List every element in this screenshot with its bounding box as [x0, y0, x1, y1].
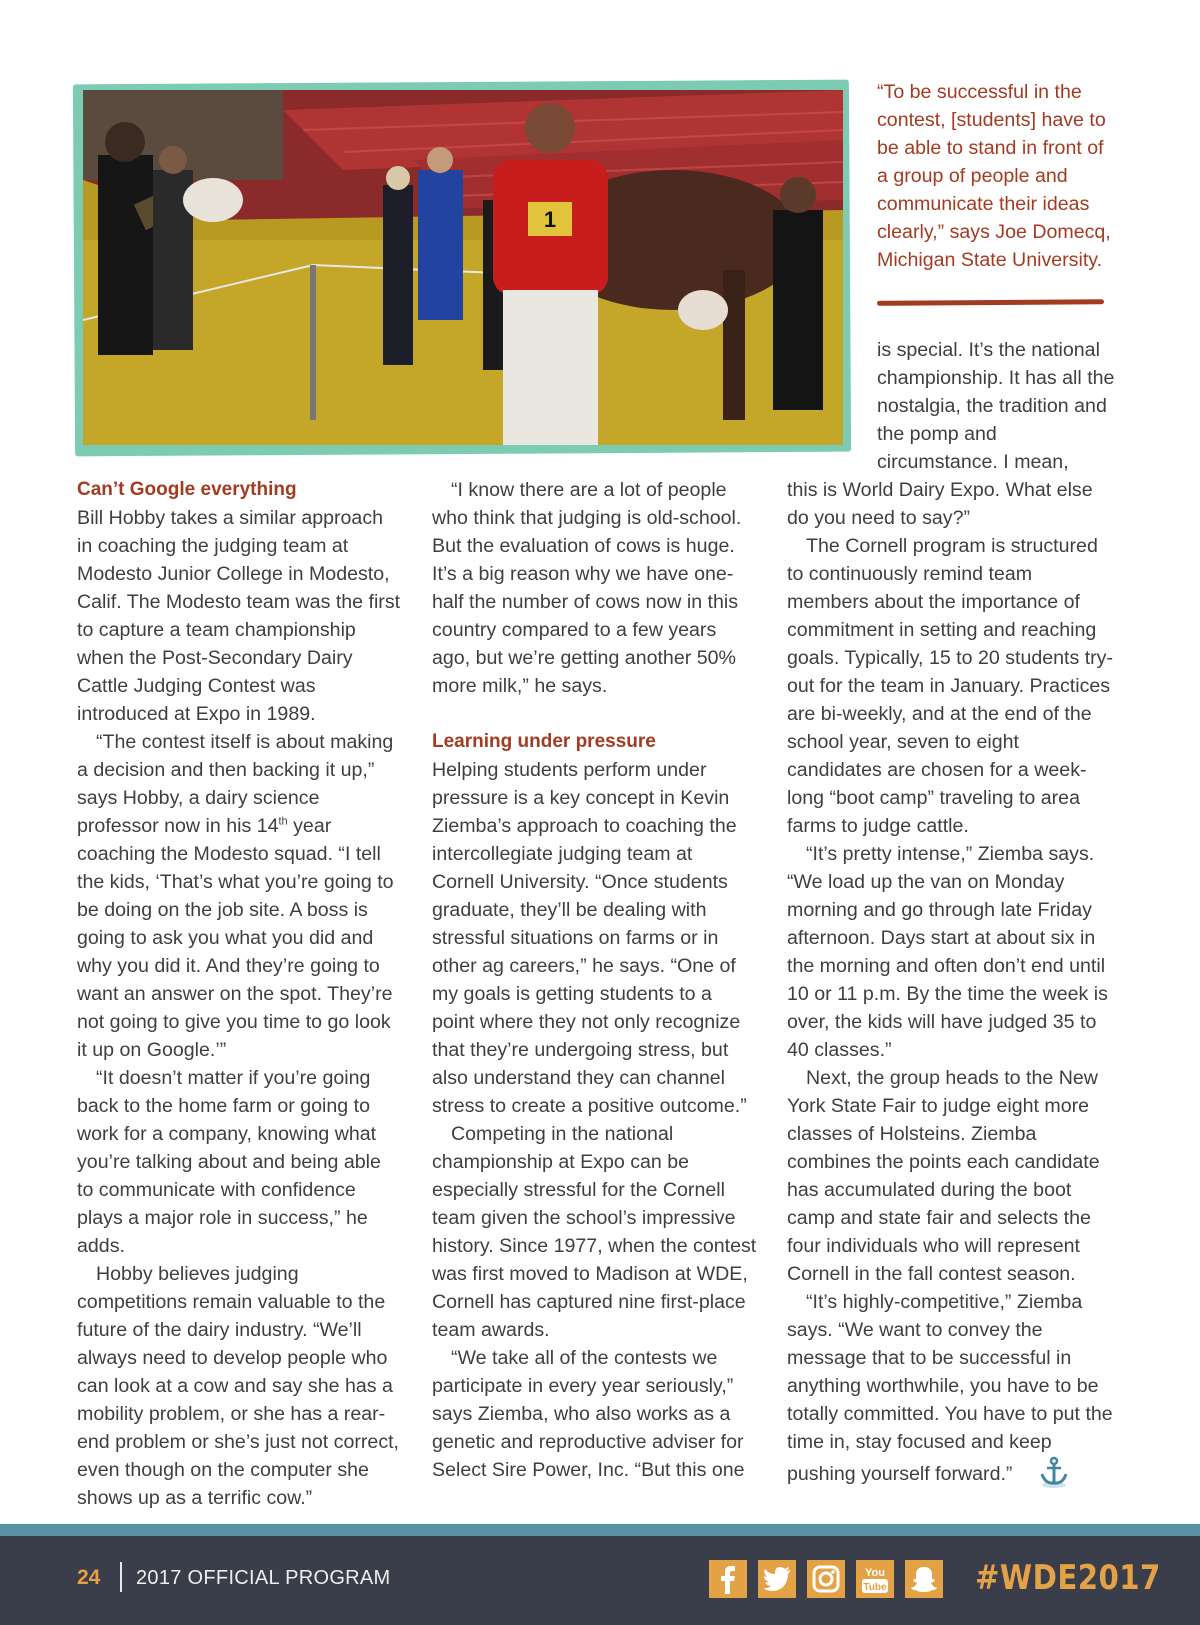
footer-stripe	[0, 1524, 1200, 1536]
column-3-top	[877, 336, 1117, 476]
paragraph: Hobby believes judging competitions remain valuable to the future of the dairy industry. “We’ll always need to develop people who can look at a cow and say she has a mobility problem, or she has a rear-end problem or she’s just not correct, even though on the computer she shows up as a terrific cow.”	[77, 1263, 400, 1509]
section-heading: Can’t Google everything	[77, 479, 297, 500]
paragraph: this is World Dairy Expo. What else do you need to say?”	[787, 479, 1093, 529]
exhibitor-number: 1	[543, 207, 557, 232]
youtube-icon[interactable]	[856, 1560, 894, 1598]
page-number: 24	[77, 1566, 101, 1589]
column-3	[787, 476, 1117, 1496]
hashtag: #WDE2017	[975, 1558, 1161, 1598]
paragraph	[787, 1288, 1117, 1496]
facebook-icon[interactable]	[709, 1560, 747, 1598]
paragraph: “It’s pretty intense,” Ziemba says. “We load up the van on Monday morning and go through late Friday afternoon. Days start at about six in the morning and often don’t end until 10 or 11 p.m. By the time the week is over, the kids will have judged 35 to 40 classes.”	[787, 843, 1108, 1061]
paragraph: Competing in the national championship at Expo can be especially stressful for the Cornell team given the school’s impressive history. Since 1977, when the contest was first moved to Madison at WDE, Cornell has captured nine first-place team awards.	[432, 1123, 757, 1341]
paragraph: Next, the group heads to the New York State Fair to judge eight more classes of Holsteins. Ziemba combines the points each candidate has accumulated during the boot camp and state fair and selects the four individuals who will represent Cornell in the fall contest season.	[787, 1067, 1100, 1285]
cattle-judging-photo	[83, 90, 843, 445]
paragraph-text: year coaching the Modesto squad. “I tell the kids, ‘That’s what you’re going to be doing on the job site. A boss is going to ask you what you did and why you did it. And they’re going to want an answer on the spot. They’re not going to give you time to go look it up on Google.’”	[77, 815, 394, 1061]
column-2	[432, 476, 757, 1484]
paragraph: “It doesn’t matter if you’re going back to the home farm or going to work for a company, knowing what you’re talking about and being able to communicate with confidence plays a major role in success,” he adds.	[77, 1067, 381, 1257]
paragraph-text: “The contest itself is about making a decision and then backing it up,” says Hobby, a dairy science professor now in his 14	[77, 731, 394, 837]
instagram-icon[interactable]	[807, 1560, 845, 1598]
paragraph: “I know there are a lot of people who think that judging is old-school. But the evaluation of cows is huge. It’s a big reason why we have one-half the number of cows now in this country compared to a few years ago, but we’re getting another 50% more milk,” he says.	[432, 479, 742, 697]
publication-title: 2017 OFFICIAL PROGRAM	[136, 1567, 391, 1589]
pull-quote: “To be successful in the contest, [students] have to be able to stand in front of a group of people and communicate their ideas clearly,” says Joe Domecq, Michigan State University.	[877, 81, 1111, 271]
column-1	[77, 476, 402, 1512]
youtube-label-you: You	[865, 1567, 885, 1579]
paragraph: The Cornell program is structured to continuously remind team members about the importance of commitment in setting and reaching goals. Typically, 15 to 20 students try-out for the team in January. Practices are bi-weekly, and at the end of the school year, seven to eight candidates are chosen for a week-long “boot camp” traveling to area farms to judge cattle.	[787, 535, 1114, 837]
twitter-icon[interactable]	[758, 1560, 796, 1598]
footer-separator	[120, 1562, 122, 1592]
pull-quote-divider	[877, 299, 1104, 306]
paragraph: is special. It’s the national championship. It has all the nostalgia, the tradition and the pomp and circumstance. I mean,	[877, 339, 1115, 473]
anchor-icon	[1020, 1456, 1069, 1496]
paragraph-text: “It’s highly-competitive,” Ziemba says. “We want to convey the message that to be successful in anything worthwhile, you have to be totally committed. You have to put the time in, stay focused and keep pushing yourself forward.”	[787, 1291, 1113, 1485]
paragraph: Helping students perform under pressure is a key concept in Kevin Ziemba’s approach to coaching the intercollegiate judging team at Cornell University. “Once students graduate, they’ll be dealing with stressful situations on farms or in other ag careers,” he says. “One of my goals is getting students to a point where they not only recognize that they’re undergoing stress, but also understand they can channel stress to create a positive outcome.”	[432, 759, 747, 1117]
paragraph: Bill Hobby takes a similar approach in coaching the judging team at Modesto Junior College in Modesto, Calif. The Modesto team was the first to capture a team championship when the Post-Secondary Dairy Cattle Judging Contest was introduced at Expo in 1989.	[77, 507, 401, 725]
ordinal-suffix: th	[278, 815, 288, 828]
paragraph	[77, 728, 402, 1064]
snapchat-icon[interactable]	[905, 1560, 943, 1598]
youtube-label-tube: Tube	[863, 1582, 887, 1593]
paragraph: “We take all of the contests we participate in every year seriously,” says Ziemba, who also works as a genetic and reproductive adviser for Select Sire Power, Inc. “But this one	[432, 1347, 745, 1481]
section-heading: Learning under pressure	[432, 731, 656, 752]
